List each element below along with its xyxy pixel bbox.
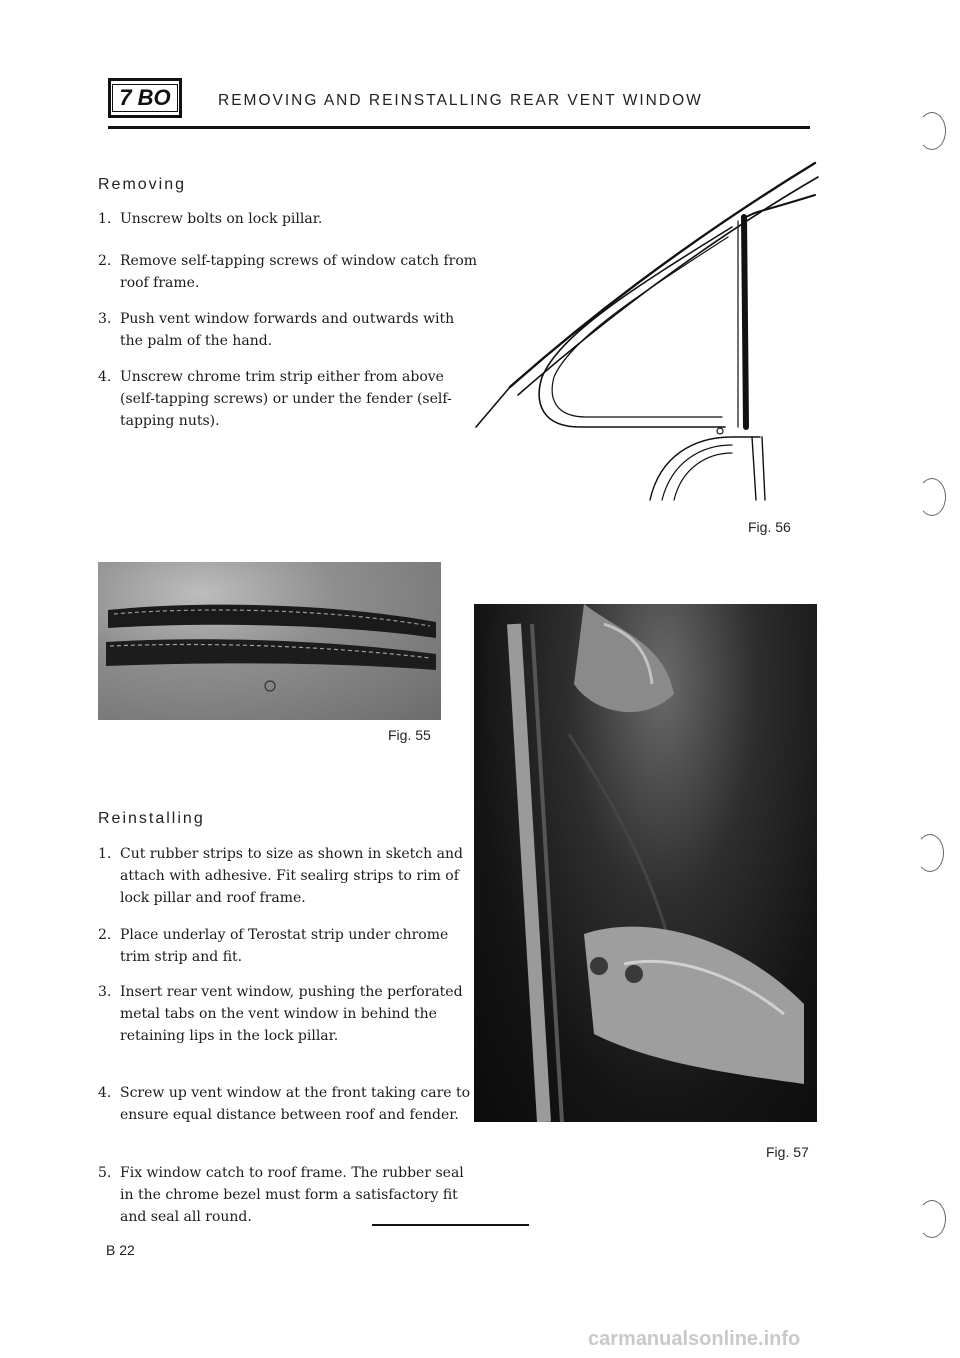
reinstalling-step-3: 3. Insert rear vent window, pushing the perforated metal tabs on the vent window in behind the retaining lips in the lock pillar. <box>98 984 463 1044</box>
removing-step-2: 2. Remove self-tapping screws of window catch from roof frame. <box>98 253 478 291</box>
fig-56-caption: Fig. 56 <box>748 519 791 535</box>
reinstalling-step-5: 5. Fix window catch to roof frame. The rubber seal in the chrome bezel must form a satisfactory fit and seal all round. <box>98 1165 464 1225</box>
removing-step-4: 4. Unscrew chrome trim strip either from above (self-tapping screws) or under the fender (self-tapping nuts). <box>98 369 452 429</box>
removing-heading: Removing <box>98 176 187 193</box>
removing-step-3: 3. Push vent window forwards and outwards with the palm of the hand. <box>98 311 455 349</box>
section-badge <box>108 78 182 118</box>
removing-step-1: 1. Unscrew bolts on lock pillar. <box>98 211 323 227</box>
fig-57-caption: Fig. 57 <box>766 1144 809 1160</box>
fig-55-photo <box>98 562 441 720</box>
footer-divider <box>372 1224 529 1226</box>
binder-hole-4 <box>918 1200 946 1238</box>
reinstalling-step-4: 4. Screw up vent window at the front taking care to ensure equal distance between roof and fender. <box>98 1085 471 1123</box>
section-badge-label: 7 BO <box>112 84 177 112</box>
watermark-text: carmanualsonline.info <box>588 1328 801 1350</box>
rubber-strips-illustration <box>98 562 441 720</box>
reinstalling-step-1: 1. Cut rubber strips to size as shown in sketch and attach with adhesive. Fit sealirg strips to rim of lock pillar and roof frame. <box>98 846 463 906</box>
reinstalling-heading: Reinstalling <box>98 810 205 827</box>
fig-55-caption: Fig. 55 <box>388 727 431 743</box>
fig-57-photo <box>474 604 817 1122</box>
page-number: B 22 <box>106 1242 135 1258</box>
page-title: REMOVING AND REINSTALLING REAR VENT WINDOW <box>218 92 703 109</box>
binder-hole-1 <box>918 112 946 150</box>
binder-hole-3 <box>916 834 944 872</box>
binder-hole-2 <box>918 478 946 516</box>
vent-window-sketch <box>470 155 830 505</box>
header-divider <box>108 126 810 129</box>
reinstalling-step-2: 2. Place underlay of Terostat strip under chrome trim strip and fit. <box>98 927 449 965</box>
installation-photo-illustration <box>474 604 817 1122</box>
